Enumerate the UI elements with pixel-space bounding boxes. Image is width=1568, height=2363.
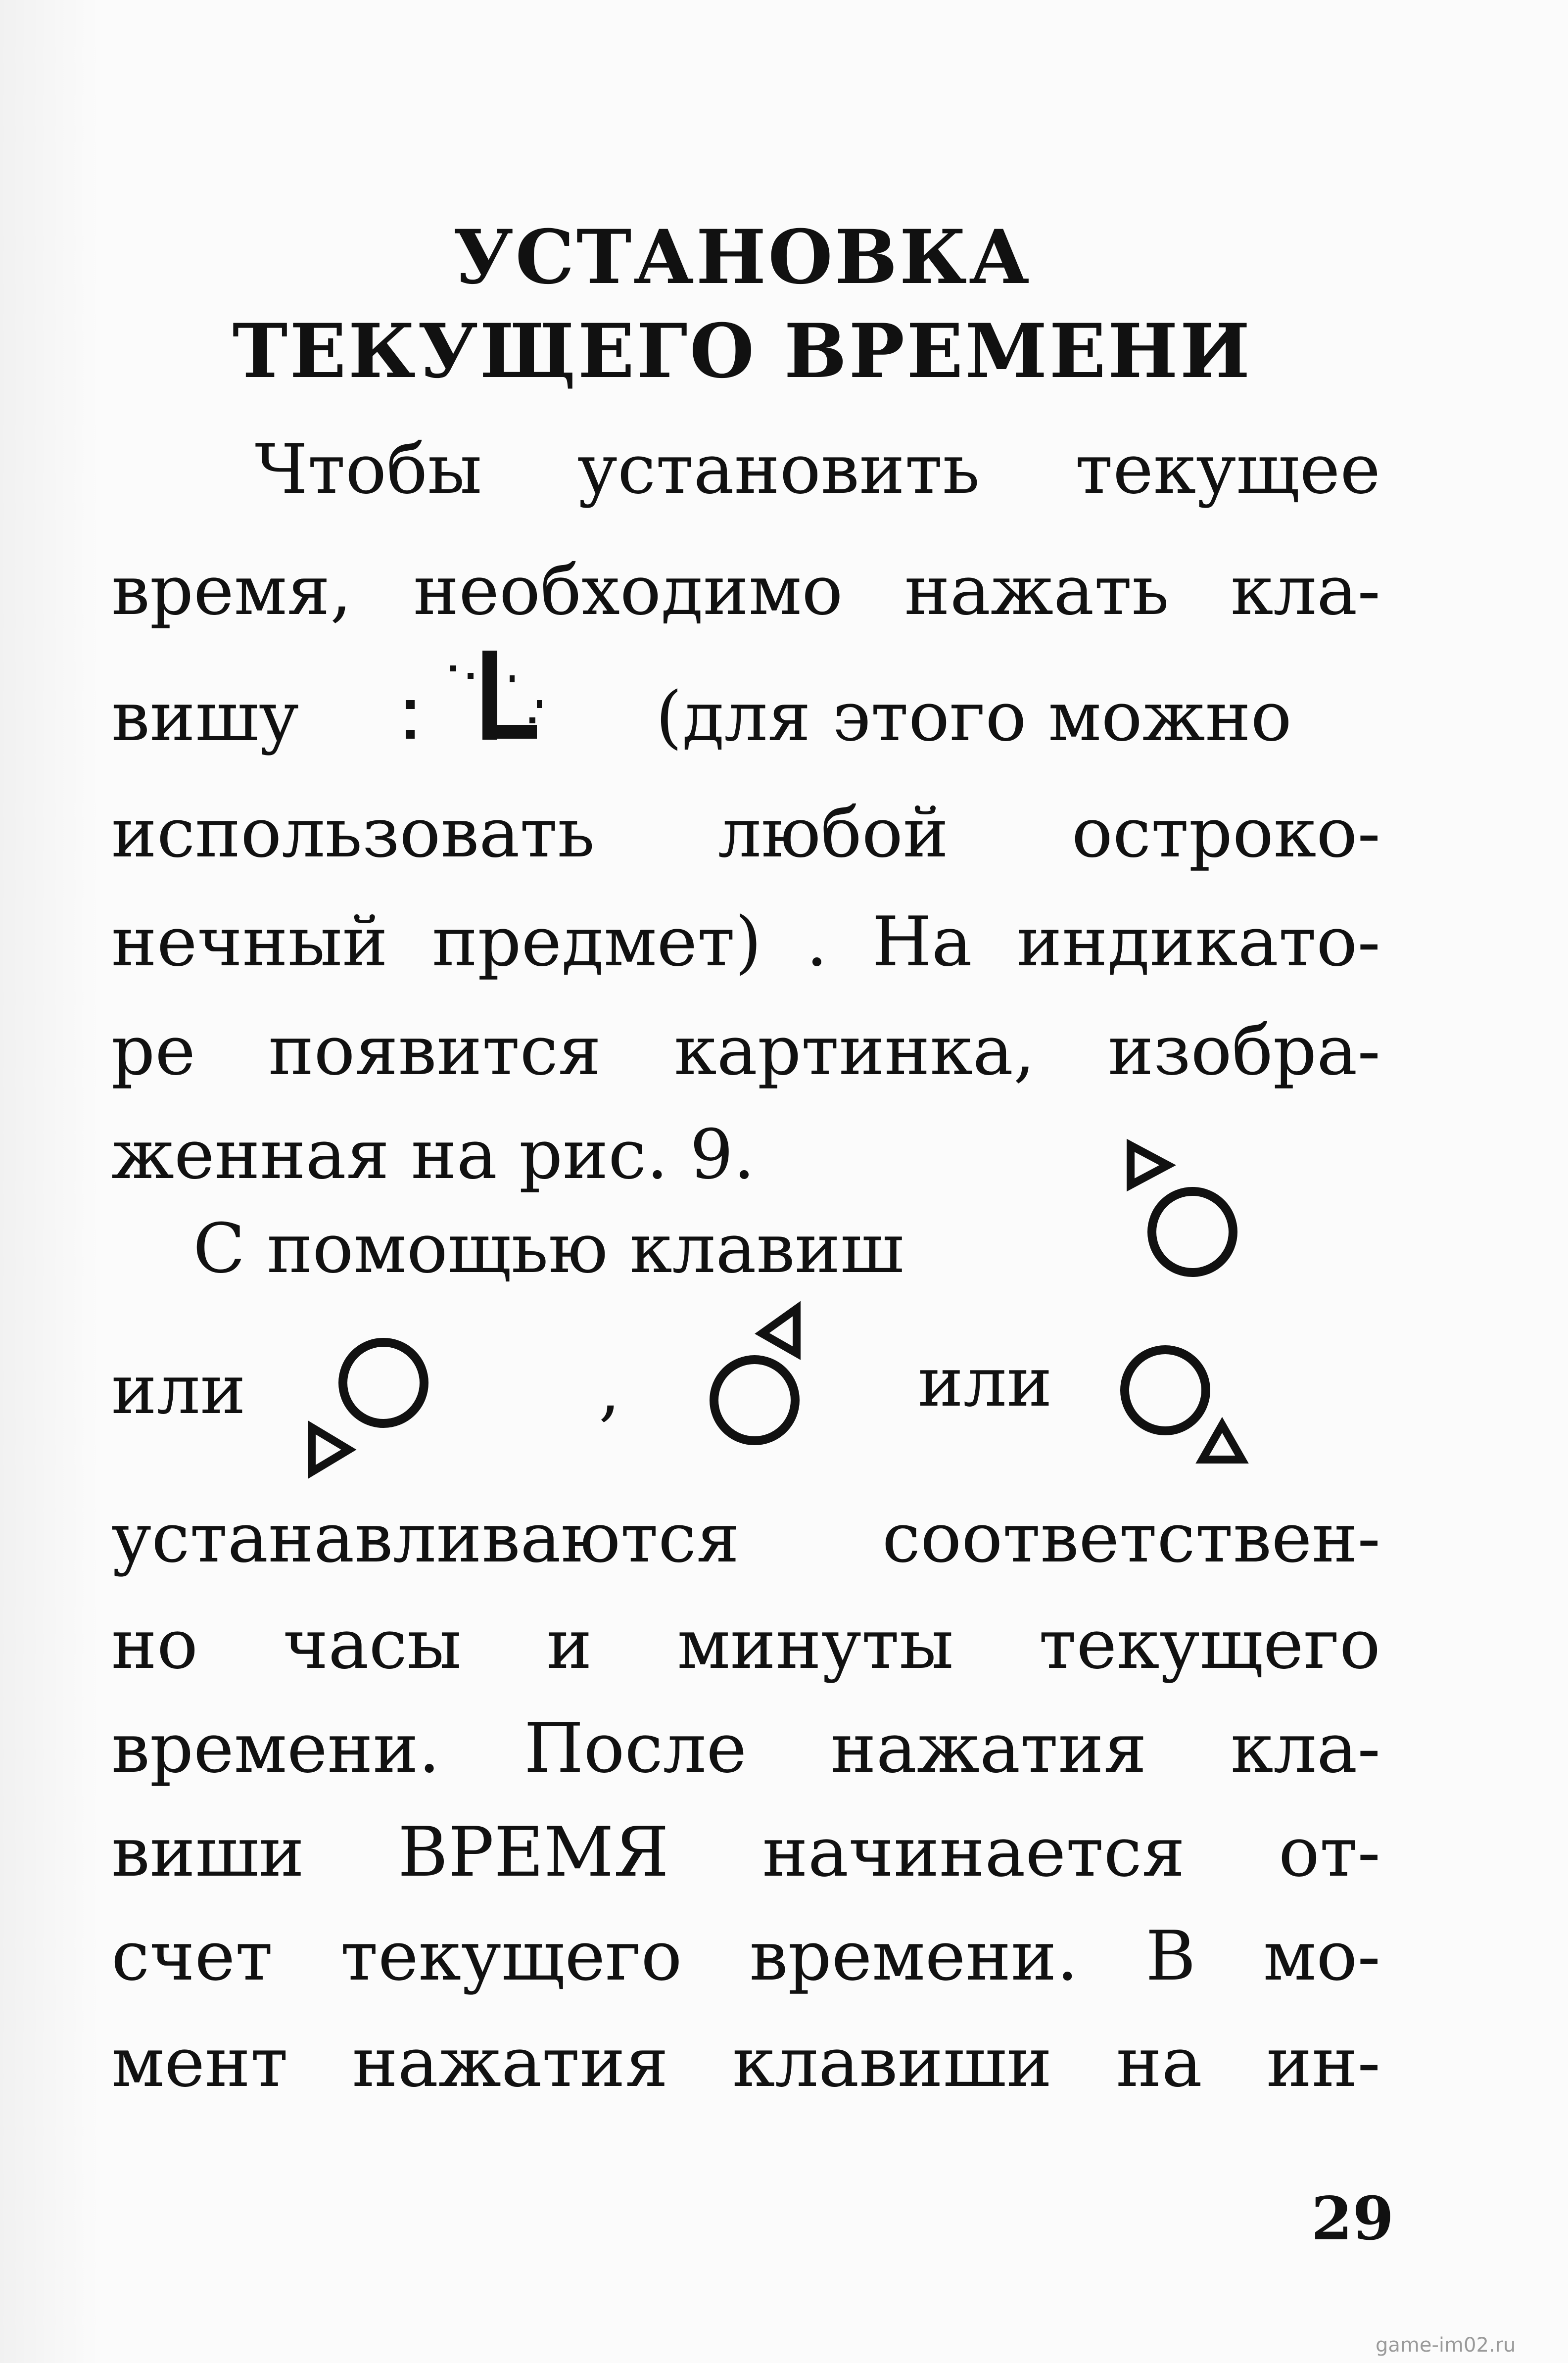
paragraph1-line-5: нечный предмет) . На индикато-: [111, 902, 1380, 982]
paragraph1-line-1: Чтобы установить текущее: [255, 429, 1380, 509]
circle-triangle-upper-left-icon: [1113, 1133, 1242, 1291]
heading-line-2: ТЕКУЩЕГО ВРЕМЕНИ: [232, 308, 1252, 395]
paragraph2-line-6: виши ВРЕМЯ начинается от-: [111, 1812, 1380, 1892]
page-number: 29: [1311, 2184, 1394, 2254]
paragraph2-line-2-or-2: или: [918, 1342, 1052, 1422]
circle-triangle-lower-left-icon: [299, 1328, 433, 1477]
paragraph2-line-1: С помощью клавиш: [193, 1209, 904, 1288]
paragraph2-line-7: счет текущего времени. В мо-: [111, 1916, 1380, 1996]
paragraph1-line-4: использовать любой остроко-: [111, 793, 1380, 873]
paragraph2-line-2-or-1: или: [111, 1350, 246, 1429]
paragraph1-line-6: ре появится картинка, изобра-: [111, 1011, 1380, 1090]
paragraph2-line-2-comma: ,: [599, 1350, 620, 1429]
paragraph1-line-3-end: (для этого можно: [656, 677, 1292, 756]
clock-key-icon: [386, 636, 564, 764]
paragraph1-line-3-start: вишу: [111, 677, 299, 756]
paragraph2-line-4: но часы и минуты текущего: [111, 1605, 1380, 1684]
circle-triangle-lower-right-icon: [1118, 1336, 1277, 1469]
heading-line-1: УСТАНОВКА: [453, 214, 1032, 301]
paragraph1-line-7: женная на рис. 9.: [111, 1115, 755, 1194]
watermark: game-im02.ru: [1376, 2334, 1516, 2357]
paragraph2-line-5: времени. После нажатия кла-: [111, 1708, 1380, 1788]
paragraph2-line-8: мент нажатия клавиши на ин-: [111, 2023, 1380, 2102]
circle-triangle-upper-right-icon: [708, 1294, 836, 1452]
paragraph1-line-2: время, необходимо нажать кла-: [111, 551, 1380, 630]
paragraph2-line-3: устанавливаются соответствен-: [111, 1498, 1380, 1578]
